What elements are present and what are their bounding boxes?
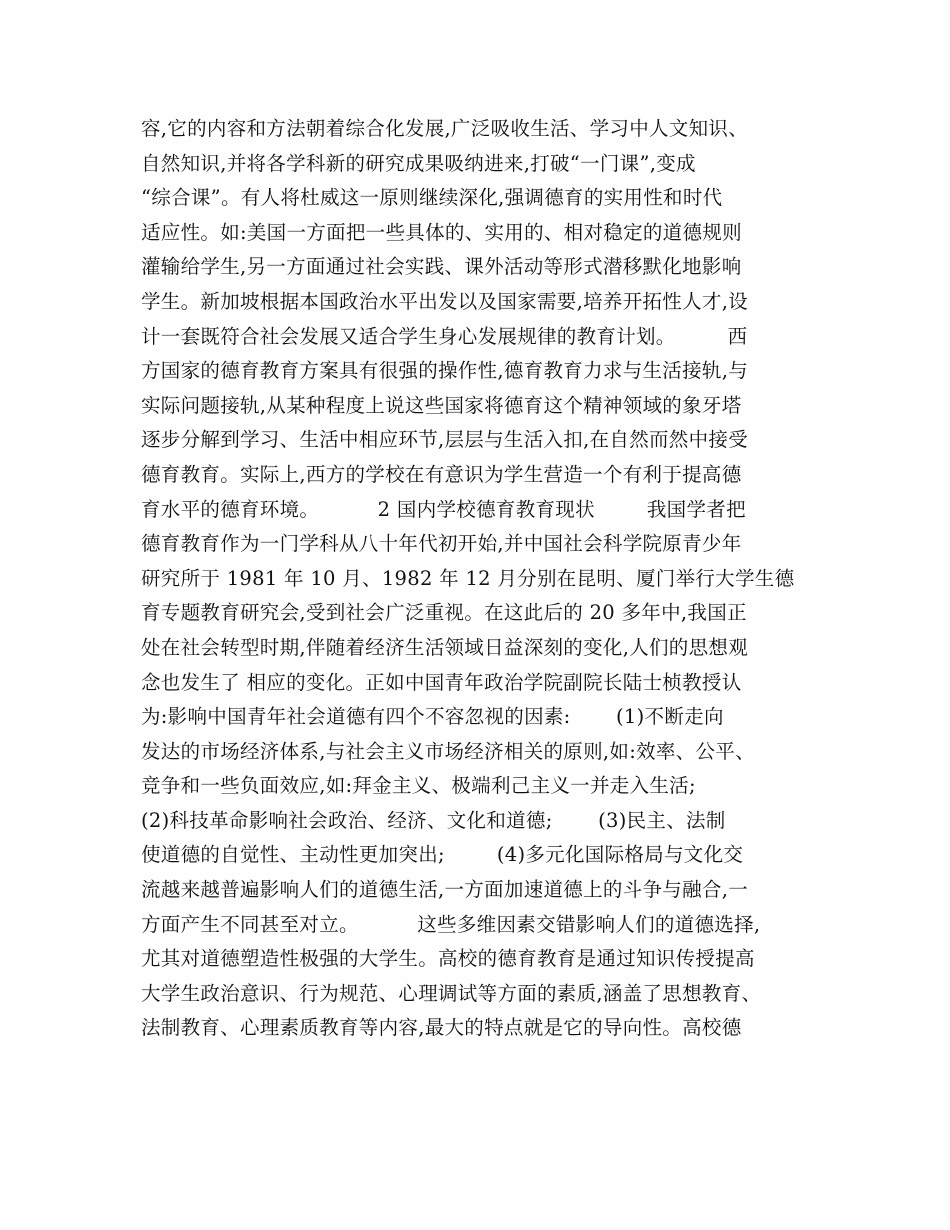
text-line: 容,它的内容和方法朝着综合化发展,广泛吸收生活、学习中人文知识、 xyxy=(141,117,748,140)
text-line: “综合课”。有人将杜威这一原则继续深化,强调德育的实用性和时代 xyxy=(141,186,723,210)
text-line: 念也发生了 相应的变化。正如中国青年政治学院副院长陆士桢教授认 xyxy=(141,670,742,694)
text-line: 育专题教育研究会,受到社会广泛重视。在这此后的 20 多年中,我国正 xyxy=(141,601,747,625)
text-line: 逐步分解到学习、生活中相应环节,层层与生活入扣,在自然而然中接受 xyxy=(141,428,748,452)
text-line: 适应性。如:美国一方面把一些具体的、实用的、相对稳定的道德规则 xyxy=(141,220,742,244)
text-line: 方面产生不同甚至对立。 这些多维因素交错影响人们的道德选择, xyxy=(141,912,761,936)
text-line: 流越来越普遍影响人们的道德生活,一方面加速道德上的斗争与融合,一 xyxy=(141,878,748,902)
text-line: 为:影响中国青年社会道德有四个不容忽视的因素: (1)不断走向 xyxy=(141,705,724,729)
text-line: 灌输给学生,另一方面通过社会实践、课外活动等形式潜移默化地影响 xyxy=(141,255,742,279)
text-line: 竞争和一些负面效应,如:拜金主义、极端利己主义一并走入生活; xyxy=(141,774,696,798)
text-line: 尤其对道德塑造性极强的大学生。高校的德育教育是通过知识传授提高 xyxy=(141,947,755,971)
text-line: 自然知识,并将各学科新的研究成果吸纳进来,打破“一门课”,变成 xyxy=(141,151,696,175)
text-line: 研究所于 1981 年 10 月、1982 年 12 月分别在昆明、厦门举行大学生德 xyxy=(141,566,795,590)
text-line: 大学生政治意识、行为规范、心理调试等方面的素质,涵盖了思想教育、 xyxy=(141,981,762,1005)
text-line: 德育教育作为一门学科从八十年代初开始,并中国社会科学院原青少年 xyxy=(141,532,742,556)
text-line: 发达的市场经济体系,与社会主义市场经济相关的原则,如:效率、公平、 xyxy=(141,739,755,763)
text-line: 育水平的德育环境。 2 国内学校德育教育现状 我国学者把 xyxy=(141,497,746,521)
text-line: 法制教育、心理素质教育等内容,最大的特点就是它的导向性。高校德 xyxy=(141,1016,742,1040)
body-text xyxy=(141,112,821,1046)
text-line: 使道德的自觉性、主动性更加突出; (4)多元化国际格局与文化交 xyxy=(141,843,744,867)
text-line: (2)科技革命影响社会政治、经济、文化和道德; (3)民主、法制 xyxy=(141,808,726,832)
text-line: 处在社会转型时期,伴随着经济生活领域日益深刻的变化,人们的思想观 xyxy=(141,635,748,659)
text-line: 德育教育。实际上,西方的学校在有意识为学生营造一个有利于提高德 xyxy=(141,462,742,486)
text-line: 学生。新加坡根据本国政治水平出发以及国家需要,培养开拓性人才,设 xyxy=(141,289,748,313)
text-line: 方国家的德育教育方案具有很强的操作性,德育教育力求与生活接轨,与 xyxy=(141,359,748,383)
text-line: 计一套既符合社会发展又适合学生身心发展规律的教育计划。 西 xyxy=(141,324,748,348)
text-line: 实际问题接轨,从某种程度上说这些国家将德育这个精神领域的象牙塔 xyxy=(141,393,742,417)
